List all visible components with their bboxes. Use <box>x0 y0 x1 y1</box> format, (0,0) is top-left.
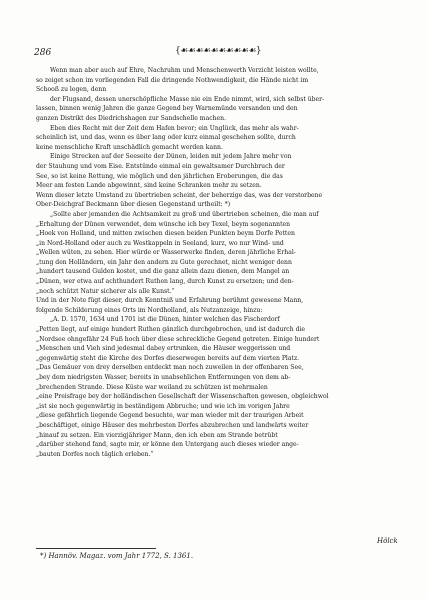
text-line: Schooß zu legen, denn <box>36 86 107 94</box>
body-text <box>36 66 408 459</box>
text-line: scheinlich ist, und das, wenn es über lang oder kurz einmal geschehen sollte, durch <box>36 134 296 142</box>
quote-line: „A. D. 1570, 1634 und 1701 ist die Dünen, hinter welchen das Fischerdorf <box>50 316 280 324</box>
header-ornament: {☙☙☙☙☙☙☙☙☙☙} <box>175 46 262 56</box>
quote-line: „diese gefährlich liegende Gegend besuchte, war man wieder mit der traurigen Arbeit <box>36 412 304 420</box>
quote-line: „bauten Dorfes noch täglich erleben.“ <box>36 450 154 458</box>
quote-line: „Petten liegt, auf einige hundert Ruthen gänzlich durchgebrochen, und ist dadurch die <box>36 326 306 334</box>
text-line: keine menschliche Kraft unschädlich gemacht werden kann. <box>36 143 223 151</box>
quote-line: „Sollte aber jemanden die Achtsamkeit zu groß und übertrieben scheinen, die man auf <box>50 210 319 218</box>
footnote: *) Hannöv. Magaz. vom Jahr 1772, S. 1361. <box>40 552 194 560</box>
quote-line: „Menschen und Vieh sind jedesmal dabey ertrunken, die Häuser weggerissen und <box>36 345 291 353</box>
quote-line: „Das Gemäuer von drey derselben entdeckt man noch zuweilen in der offenbaren See, <box>36 364 304 372</box>
quote-line: „Wellen wüten, zu sehen. Hier würde er Wasserwerke finden, deren jährliche Erhal- <box>36 249 296 257</box>
text-line: so zeiget schon im vorliegenden Fall die dringende Nothwendigkeit, die Hände nicht im <box>36 76 309 84</box>
text-line: See, so ist keine Rettung, wie möglich und den jährlichen Eroberungen, die das <box>36 172 283 180</box>
quote-line: „beschäftiget, einige Häuser des mehrbesten Dorfes abzubrechen und landwärts weiter <box>36 421 309 429</box>
quote-line: „brechenden Strande. Diese Küste war weiland zu schützen ist mehrmalen <box>36 383 268 391</box>
text-line: der Flugsand, dessen unerschöpfliche Masse nie ein Ende nimmt, wird, sich selbst über- <box>50 95 325 103</box>
quote-line: „Nordsee ohngefähr 24 Fuß hoch über diese schreckliche Gegend getreten. Einige hundert <box>36 335 320 343</box>
quote-line: „darüber stehend fand, sagte mir, er könne den Untergang auch dieses wieder ange- <box>36 441 299 449</box>
text-line: Meer am festen Lande abgewinnt, sind keine Schranken mehr zu setzen. <box>36 182 262 190</box>
quote-line: „gegenwärtig steht die Kirche des Dorfes dieserwegen bereits auf dem vierten Platz. <box>36 354 300 362</box>
quote-line: „hinauf zu setzen. Ein vierzigjähriger Mann, den ich eben am Strande betrübt <box>36 431 278 439</box>
text-line: Wenn man aber auch auf Ehre, Nachruhm und Menschenwerth Verzicht leisten wollte, <box>50 67 319 74</box>
quote-line: „bey dem niedrigsten Wasser, bereits in unabsehlichen Entfernungen von dem ab- <box>36 374 291 381</box>
text-line: Eben dies Recht mit der Zeit dem Hafen bevor; ein Unglück, das mehr als wahr- <box>50 124 299 132</box>
text-line: der Stauhung und vom Eise. Entstünde einmal ein gewaltsamer Durchbruch der <box>36 162 285 170</box>
quote-line: „noch schützt Natur sicherer als alle Kunst.“ <box>36 287 175 295</box>
quote-line: „eine Preisfrage bey der holländischen Gesellschaft der Wissenschaften gewesen, obgleichwol <box>36 393 329 401</box>
page-number: 286 <box>34 48 52 58</box>
quote-line: „tung den Holländern, ein Jahr den andern zu Gute gerechnet, nicht weniger denn <box>36 258 292 266</box>
quote-line: „hundert tausend Gulden kostet, und die ganz allein dazu dienen, dem Mangel an <box>36 268 290 276</box>
text-line: lassen, binnen wenig Jahren die ganze Gegend bey Warnemünde versanden und den <box>36 105 298 113</box>
signature: Hölck <box>377 537 398 545</box>
quote-line: „Dünen, wer etwa auf achthundert Ruthen lang, durch Kunst zu ersetzen; und den- <box>36 278 294 286</box>
text-line: ganzen Distrikt des Diedrichshagen zur Sandschelle machen. <box>36 114 227 122</box>
footnote-rule <box>36 548 156 549</box>
text-line: folgende Schilderung eines Orts im Nordholland, als Nutzanzeige, hinzu: <box>36 306 263 314</box>
text-line: Einige Strecken auf der Seeseite der Dünen, leiden mit jedem Jahre mehr von <box>50 153 292 161</box>
quote-line: „in Nord-Holland oder auch zu Westkappeln in Seeland, kurz, wo nur Wind- und <box>36 239 284 247</box>
quote-line: „Hoek von Holland, und mitten zwischen diesen beiden Punkten beym Dorfe Petten <box>36 230 295 238</box>
quote-line: „ist sie noch gegenwärtig in beständigem Abbruche; und wie ich im vorigen Jahre <box>36 402 290 410</box>
text-line: Ober-Deichgraf Beckmann über diesen Gegenstand urtheilt: *) <box>36 201 231 209</box>
text-line: Wenn dieser letzte Umstand zu übertrieben scheint, der beherzige das, was der verstorbene <box>36 191 323 199</box>
quote-line: „Erhaltung der Dünen verwendet, dem wünsche ich bey Texel, beym sogenannten <box>36 220 291 228</box>
text-line: Und in der Note fügt dieser, durch Kenntniß und Erfahrung berühmt gewesene Mann, <box>36 297 304 305</box>
